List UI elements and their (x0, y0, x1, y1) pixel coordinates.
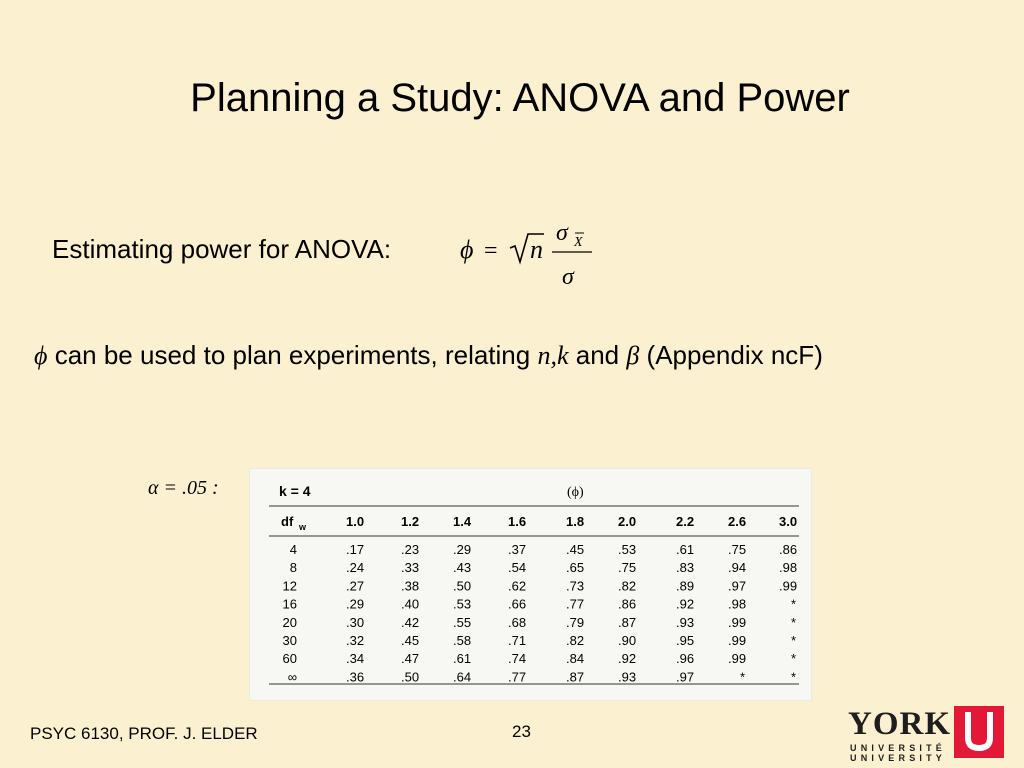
phi-value-headers (346, 514, 797, 529)
beta-symbol: β (626, 341, 640, 370)
power-cell: .99 (728, 614, 747, 630)
power-cell: .50 (401, 669, 420, 685)
power-cell: .82 (566, 633, 585, 648)
power-cell: .40 (401, 596, 420, 612)
power-cell: .29 (453, 542, 472, 557)
power-cell: .77 (566, 596, 585, 612)
appendix-ref: (Appendix ncF) (646, 340, 823, 370)
df-cell: 12 (282, 578, 297, 594)
formula-sigma-den: σ (562, 264, 574, 290)
phi-formula-svg (458, 222, 608, 292)
power-cell: .99 (728, 633, 747, 648)
power-cell: .87 (618, 614, 637, 630)
power-cell: .53 (618, 542, 637, 557)
power-cell: .42 (401, 614, 420, 630)
power-cell: .75 (728, 542, 747, 557)
phi-value-header: 1.0 (346, 514, 365, 529)
power-cell: .86 (618, 596, 637, 612)
power-cell: .65 (566, 560, 585, 576)
power-cell: .74 (508, 651, 527, 667)
power-cell: .82 (618, 578, 637, 594)
phi-symbol: ϕ (34, 341, 48, 370)
power-cell: * (740, 669, 746, 685)
formula-sigma-sub: X (574, 235, 583, 250)
power-cell: .83 (676, 560, 695, 576)
york-logo (848, 706, 1008, 762)
power-cell: .55 (453, 614, 472, 630)
power-cell: .86 (779, 542, 798, 557)
power-cell: .47 (401, 651, 420, 667)
phi-value-header: 3.0 (779, 514, 798, 529)
power-cell: .99 (779, 578, 798, 594)
power-cell: .64 (453, 669, 472, 685)
power-cell: .66 (508, 596, 527, 612)
power-cell: .36 (346, 669, 365, 685)
formula-sigma-num: σ (556, 222, 568, 246)
power-cell: .68 (508, 614, 527, 630)
df-cell: 4 (289, 542, 297, 557)
power-cell: .93 (618, 669, 637, 685)
df-cell: 30 (282, 633, 297, 648)
phi-value-header: 1.8 (566, 514, 585, 529)
df-cell: 20 (282, 614, 297, 630)
york-u-icon (954, 706, 1004, 758)
power-cell: .61 (676, 542, 695, 557)
phi-usage-line (34, 338, 823, 373)
york-logo-line1: UNIVERSITÉ (850, 743, 947, 753)
power-cell: .97 (676, 669, 695, 685)
power-cell: .61 (453, 651, 472, 667)
df-cell: 8 (289, 560, 297, 576)
power-table-svg (249, 468, 812, 701)
power-cell: .54 (508, 560, 527, 576)
power-cell: .38 (401, 578, 420, 594)
phi-value-header: 2.0 (618, 514, 637, 529)
power-cell: .23 (401, 542, 420, 557)
power-table (249, 468, 812, 701)
phi-value-header: 2.6 (728, 514, 747, 529)
power-cell: .30 (346, 614, 365, 630)
df-cell: 60 (282, 651, 297, 667)
phi-value-header: 2.2 (676, 514, 695, 529)
alpha-label: α = .05 : (148, 477, 219, 499)
df-cell: 16 (282, 596, 297, 612)
power-cell: .87 (566, 669, 585, 685)
power-cell: * (791, 669, 797, 685)
power-cell: .50 (453, 578, 472, 594)
footer-course: PSYC 6130, PROF. J. ELDER (30, 724, 258, 743)
power-cell: .75 (618, 560, 637, 576)
power-cell: * (791, 651, 797, 667)
k-label: k = 4 (279, 483, 311, 499)
phi-usage-vars: n,k (537, 341, 569, 370)
phi-formula (458, 222, 608, 299)
df-cell: ∞ (287, 669, 297, 685)
power-cell: * (791, 614, 797, 630)
power-table-rows (283, 542, 798, 684)
power-cell: .92 (676, 596, 695, 612)
power-cell: .32 (346, 633, 365, 648)
power-cell: .90 (618, 633, 637, 648)
power-cell: .45 (566, 542, 585, 557)
formula-equals: = (484, 238, 498, 264)
york-logo-line2: UNIVERSITY (850, 753, 947, 763)
slide-title: Planning a Study: ANOVA and Power (190, 76, 850, 120)
power-cell: .98 (728, 596, 747, 612)
power-cell: .73 (566, 578, 585, 594)
power-cell: .53 (453, 596, 472, 612)
power-cell: .27 (346, 578, 365, 594)
df-header-sub: w (299, 522, 307, 532)
power-cell: .95 (676, 633, 695, 648)
df-header: df (281, 514, 294, 529)
power-cell: .58 (453, 633, 472, 648)
formula-phi: ϕ (460, 235, 474, 264)
power-cell: .29 (346, 596, 365, 612)
phi-value-header: 1.4 (453, 514, 472, 529)
power-cell: * (791, 596, 797, 612)
power-cell: .77 (508, 669, 527, 685)
power-cell: .17 (346, 542, 365, 557)
power-cell: .89 (676, 578, 695, 594)
page-number: 23 (512, 722, 531, 741)
power-cell: .93 (676, 614, 695, 630)
phi-usage-text: can be used to plan experiments, relating (54, 340, 531, 370)
power-cell: .37 (508, 542, 527, 557)
power-cell: .97 (728, 578, 747, 594)
phi-value-header: 1.6 (508, 514, 527, 529)
power-cell: .33 (401, 560, 420, 576)
power-cell: .34 (346, 651, 365, 667)
power-cell: .98 (779, 560, 798, 576)
power-cell: .99 (728, 651, 747, 667)
power-cell: .92 (618, 651, 637, 667)
power-cell: .84 (566, 651, 585, 667)
estimating-label: Estimating power for ANOVA: (52, 234, 392, 264)
power-cell: * (791, 633, 797, 648)
power-cell: .24 (346, 560, 365, 576)
power-cell: .94 (728, 560, 747, 576)
phi-usage-and: and (575, 340, 620, 370)
york-logo-mark (954, 706, 1004, 758)
power-cell: .71 (508, 633, 527, 648)
phi-header: (ϕ) (567, 485, 584, 500)
power-cell: .96 (676, 651, 695, 667)
power-cell: .79 (566, 614, 585, 630)
phi-value-header: 1.2 (401, 514, 420, 529)
york-logo-word: YORK (848, 706, 951, 742)
formula-n: n (530, 235, 543, 264)
power-cell: .45 (401, 633, 420, 648)
power-cell: .43 (453, 560, 472, 576)
power-cell: .62 (508, 578, 527, 594)
